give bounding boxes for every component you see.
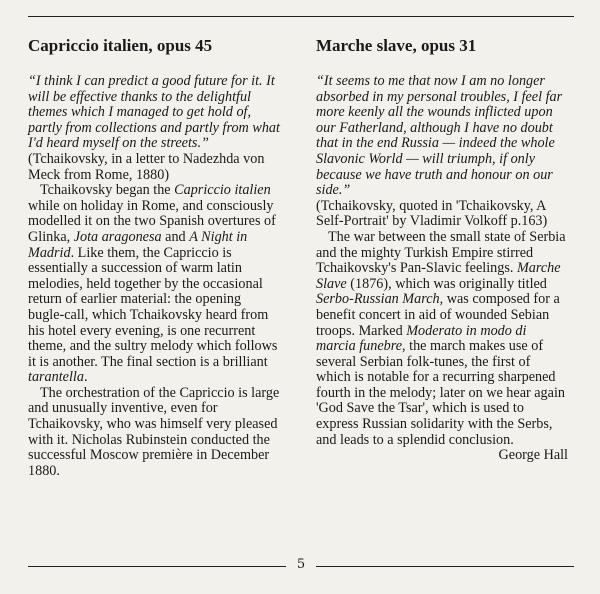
column-capriccio <box>28 36 280 479</box>
quote-source: (Tchaikovsky, in a letter to Nadezhda von Meck from Rome, 1880) <box>28 150 265 183</box>
epigraph-quote: “It seems to me that now I am no longer absorbed in my personal troubles, I feel far more keenly all the wounds inflicted upon our Fatherland, although I have no doubt that in the end Russia — indeed the whole Slavonic World — will triumph, if only because we have truth and honour on our side.” <box>316 73 563 199</box>
page-footer <box>28 557 574 572</box>
section-title: Marche slave, opus 31 <box>316 36 477 55</box>
body-paragraph-2: The orchestration of the Capriccio is large and unusually inventive, even for Tchaikovsky, who was himself very pleased with it. Nicholas Rubinstein conducted the successful Moscow première in December 1880. <box>28 384 280 479</box>
body-paragraph-1: The war between the small state of Serbia and the mighty Turkish Empire stirred Tchaikovsky's Pan-Slavic feelings. Marche Slave (1876), which was originally titled Serbo-Russian March, was composed for a benefit concert in aid of wounded Sebian troops. Marked Moderato in modo di marcia funebre, the march makes use of several Serbian folk-tunes, the first of which is notable for a recurring sharpened fourth in the melody; later on we hear again 'God Save the Tsar', which is used to express Russian solidarity with the Serbs, and leads to a splendid conclusion. <box>316 228 566 448</box>
page-number: 5 <box>296 557 306 572</box>
top-rule <box>28 16 574 17</box>
author-signature: George Hall <box>498 447 568 464</box>
quote-source: (Tchaikovsky, quoted in 'Tchaikovsky, A Self-Portrait' by Vladimir Volkoff p.163) <box>316 197 548 230</box>
body-paragraph-1: Tchaikovsky began the Capriccio italien while on holiday in Rome, and consciously modelled it on the two Spanish overtures of Glinka, Jota aragonesa and A Night in Madrid. Like them, the Capriccio is essentially a succession of warm latin melodies, held together by the occasional return of earlier material: the opening bugle-call, which Tchaikovsky heard from his hotel every evening, is one recurrent theme, and the sultry melody which follows it is another. The final section is a brilliant tarantella. <box>28 182 278 386</box>
footer-rule-right <box>316 566 574 567</box>
column-marche-slave <box>316 36 568 464</box>
epigraph-quote: “I think I can predict a good future for it. It will be effective thanks to the delightful themes which I managed to get hold of, partly from collections and partly from what I'd heard myself on the streets.” <box>28 73 280 152</box>
section-title: Capriccio italien, opus 45 <box>28 36 213 55</box>
